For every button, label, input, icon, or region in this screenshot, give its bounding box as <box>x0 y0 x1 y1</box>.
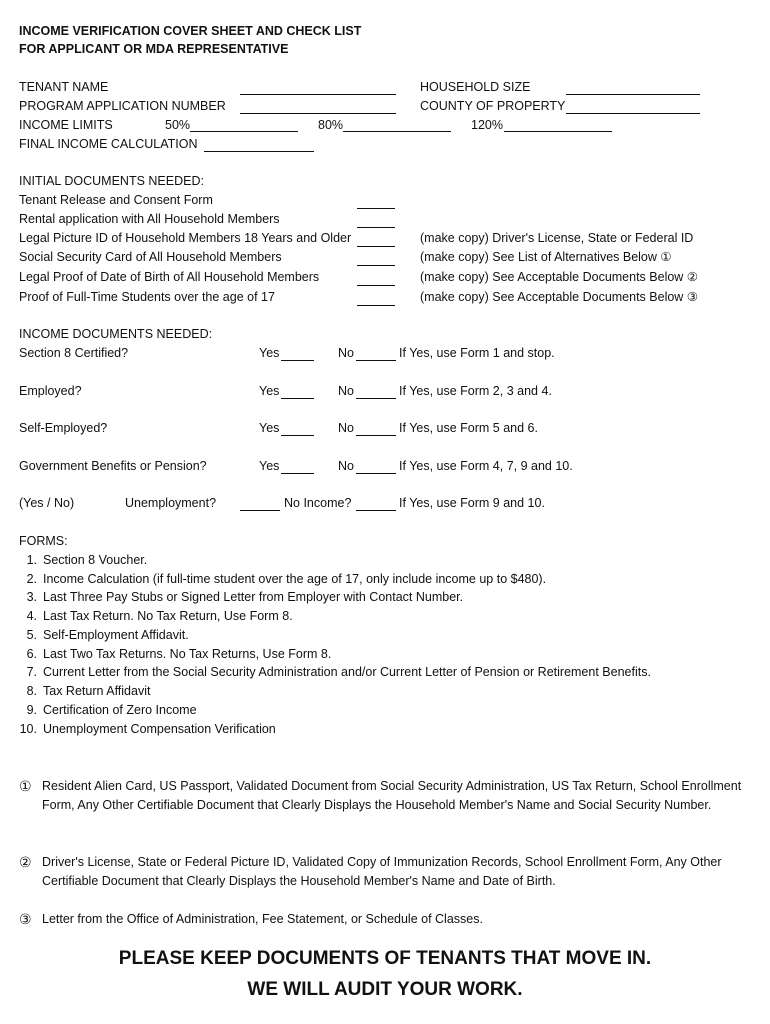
forms-heading: FORMS: <box>19 534 68 548</box>
form-number: 10. <box>19 722 37 736</box>
no-income-label: No Income? <box>284 496 352 510</box>
yes-label: Yes <box>259 421 280 435</box>
yes-field[interactable] <box>281 461 314 474</box>
form-item: Current Letter from the Social Security Administration and/or Current Letter of Pension or Retirement Benefits. <box>43 665 651 679</box>
yes-label: Yes <box>259 346 280 360</box>
initial-doc-item: Legal Picture ID of Household Members 18 Years and Older <box>19 231 352 245</box>
no-field[interactable] <box>356 348 396 361</box>
final-income-label: FINAL INCOME CALCULATION <box>19 137 198 151</box>
limit-50-label: 50% <box>165 118 191 132</box>
no-label: No <box>338 421 354 435</box>
household-size-field[interactable] <box>566 82 700 95</box>
yes-no-hint: (Yes / No) <box>19 496 75 510</box>
limit-120-field[interactable] <box>504 119 612 132</box>
household-size-label: HOUSEHOLD SIZE <box>420 80 531 94</box>
initial-doc-item: Legal Proof of Date of Birth of All Household Members <box>19 270 320 284</box>
no-field[interactable] <box>356 461 396 474</box>
program-app-number-field[interactable] <box>240 101 396 114</box>
initial-doc-note: (make copy) See Acceptable Documents Below ③ <box>420 290 699 304</box>
form-title: INCOME VERIFICATION COVER SHEET AND CHECK LIST <box>19 24 362 38</box>
yes-label: Yes <box>259 459 280 473</box>
initial-doc-check[interactable] <box>357 215 395 228</box>
tenant-name-field[interactable] <box>240 82 396 95</box>
income-question: Self-Employed? <box>19 421 108 435</box>
initial-doc-item: Rental application with All Household Members <box>19 212 280 226</box>
initial-doc-note: (make copy) See List of Alternatives Below ① <box>420 250 672 264</box>
limit-50-field[interactable] <box>190 119 298 132</box>
footnote-3-icon: ③ <box>19 911 32 927</box>
form-item: Last Tax Return. No Tax Return, Use Form 8. <box>43 609 293 623</box>
initial-doc-item: Proof of Full-Time Students over the age of 17 <box>19 290 275 304</box>
form-item: Income Calculation (if full-time student over the age of 17, only include income up to $480). <box>43 572 547 586</box>
program-app-number-label: PROGRAM APPLICATION NUMBER <box>19 99 226 113</box>
form-number: 3. <box>26 590 37 604</box>
form-number: 4. <box>26 609 37 623</box>
no-label: No <box>338 459 354 473</box>
form-item: Unemployment Compensation Verification <box>43 722 276 736</box>
unemployment-label: Unemployment? <box>125 496 217 510</box>
income-note: If Yes, use Form 9 and 10. <box>399 496 545 510</box>
no-field[interactable] <box>356 386 396 399</box>
form-number: 1. <box>26 553 37 567</box>
form-number: 7. <box>26 665 37 679</box>
footnote-1-icon: ① <box>19 778 32 794</box>
initial-doc-check[interactable] <box>357 293 395 306</box>
income-docs-heading: INCOME DOCUMENTS NEEDED: <box>19 327 213 341</box>
income-note: If Yes, use Form 2, 3 and 4. <box>399 384 552 398</box>
initial-doc-note: (make copy) Driver's License, State or Federal ID <box>420 231 694 245</box>
initial-doc-check[interactable] <box>357 273 395 286</box>
footnote-1-text: Resident Alien Card, US Passport, Validated Document from Social Security Administration, US Tax Return, School Enrollment Form, Any Other Certifiable Document that Clearly Displays the Household Member's Name and Social Security Number. <box>42 779 742 812</box>
form-item: Last Three Pay Stubs or Signed Letter from Employer with Contact Number. <box>43 590 464 604</box>
footnote-2-text: Driver's License, State or Federal Picture ID, Validated Copy of Immunization Records, School Enrollment Form, Any Other Certifiable Document that Clearly Displays the Household Member's Name and Date of Birth. <box>42 855 722 888</box>
initial-doc-check[interactable] <box>357 234 395 247</box>
income-note: If Yes, use Form 5 and 6. <box>399 421 538 435</box>
form-number: 6. <box>26 647 37 661</box>
income-question: Section 8 Certified? <box>19 346 129 360</box>
yes-field[interactable] <box>281 348 314 361</box>
limit-80-field[interactable] <box>343 119 451 132</box>
initial-docs-heading: INITIAL DOCUMENTS NEEDED: <box>19 174 204 188</box>
income-limits-label: INCOME LIMITS <box>19 118 113 132</box>
form-item: Section 8 Voucher. <box>43 553 148 567</box>
closing-line-2: WE WILL AUDIT YOUR WORK. <box>247 979 523 1000</box>
form-number: 9. <box>26 703 37 717</box>
final-income-field[interactable] <box>204 139 314 152</box>
initial-doc-item: Tenant Release and Consent Form <box>19 193 213 207</box>
no-income-field[interactable] <box>356 498 396 511</box>
form-subtitle: FOR APPLICANT OR MDA REPRESENTATIVE <box>19 42 289 56</box>
form-item: Last Two Tax Returns. No Tax Returns, Use Form 8. <box>43 647 332 661</box>
initial-doc-item: Social Security Card of All Household Members <box>19 250 282 264</box>
income-note: If Yes, use Form 1 and stop. <box>399 346 555 360</box>
form-item: Certification of Zero Income <box>43 703 197 717</box>
closing-line-1: PLEASE KEEP DOCUMENTS OF TENANTS THAT MOVE IN. <box>118 948 652 969</box>
no-label: No <box>338 384 354 398</box>
footnote-2-icon: ② <box>19 854 32 870</box>
limit-80-label: 80% <box>318 118 344 132</box>
form-number: 2. <box>26 572 37 586</box>
no-field[interactable] <box>356 423 396 436</box>
form-item: Self-Employment Affidavit. <box>43 628 189 642</box>
initial-doc-check[interactable] <box>357 253 395 266</box>
footnote-3-text: Letter from the Office of Administration, Fee Statement, or Schedule of Classes. <box>42 912 483 926</box>
income-note: If Yes, use Form 4, 7, 9 and 10. <box>399 459 573 473</box>
income-question: Government Benefits or Pension? <box>19 459 207 473</box>
initial-doc-check[interactable] <box>357 196 395 209</box>
no-label: No <box>338 346 354 360</box>
county-field[interactable] <box>566 101 700 114</box>
yes-field[interactable] <box>281 386 314 399</box>
form-number: 5. <box>26 628 37 642</box>
yes-field[interactable] <box>281 423 314 436</box>
limit-120-label: 120% <box>471 118 503 132</box>
county-label: COUNTY OF PROPERTY <box>420 99 566 113</box>
income-question: Employed? <box>19 384 82 398</box>
initial-doc-note: (make copy) See Acceptable Documents Below ② <box>420 270 699 284</box>
form-item: Tax Return Affidavit <box>43 684 151 698</box>
tenant-name-label: TENANT NAME <box>19 80 109 94</box>
form-number: 8. <box>26 684 37 698</box>
unemployment-field[interactable] <box>240 498 280 511</box>
yes-label: Yes <box>259 384 280 398</box>
